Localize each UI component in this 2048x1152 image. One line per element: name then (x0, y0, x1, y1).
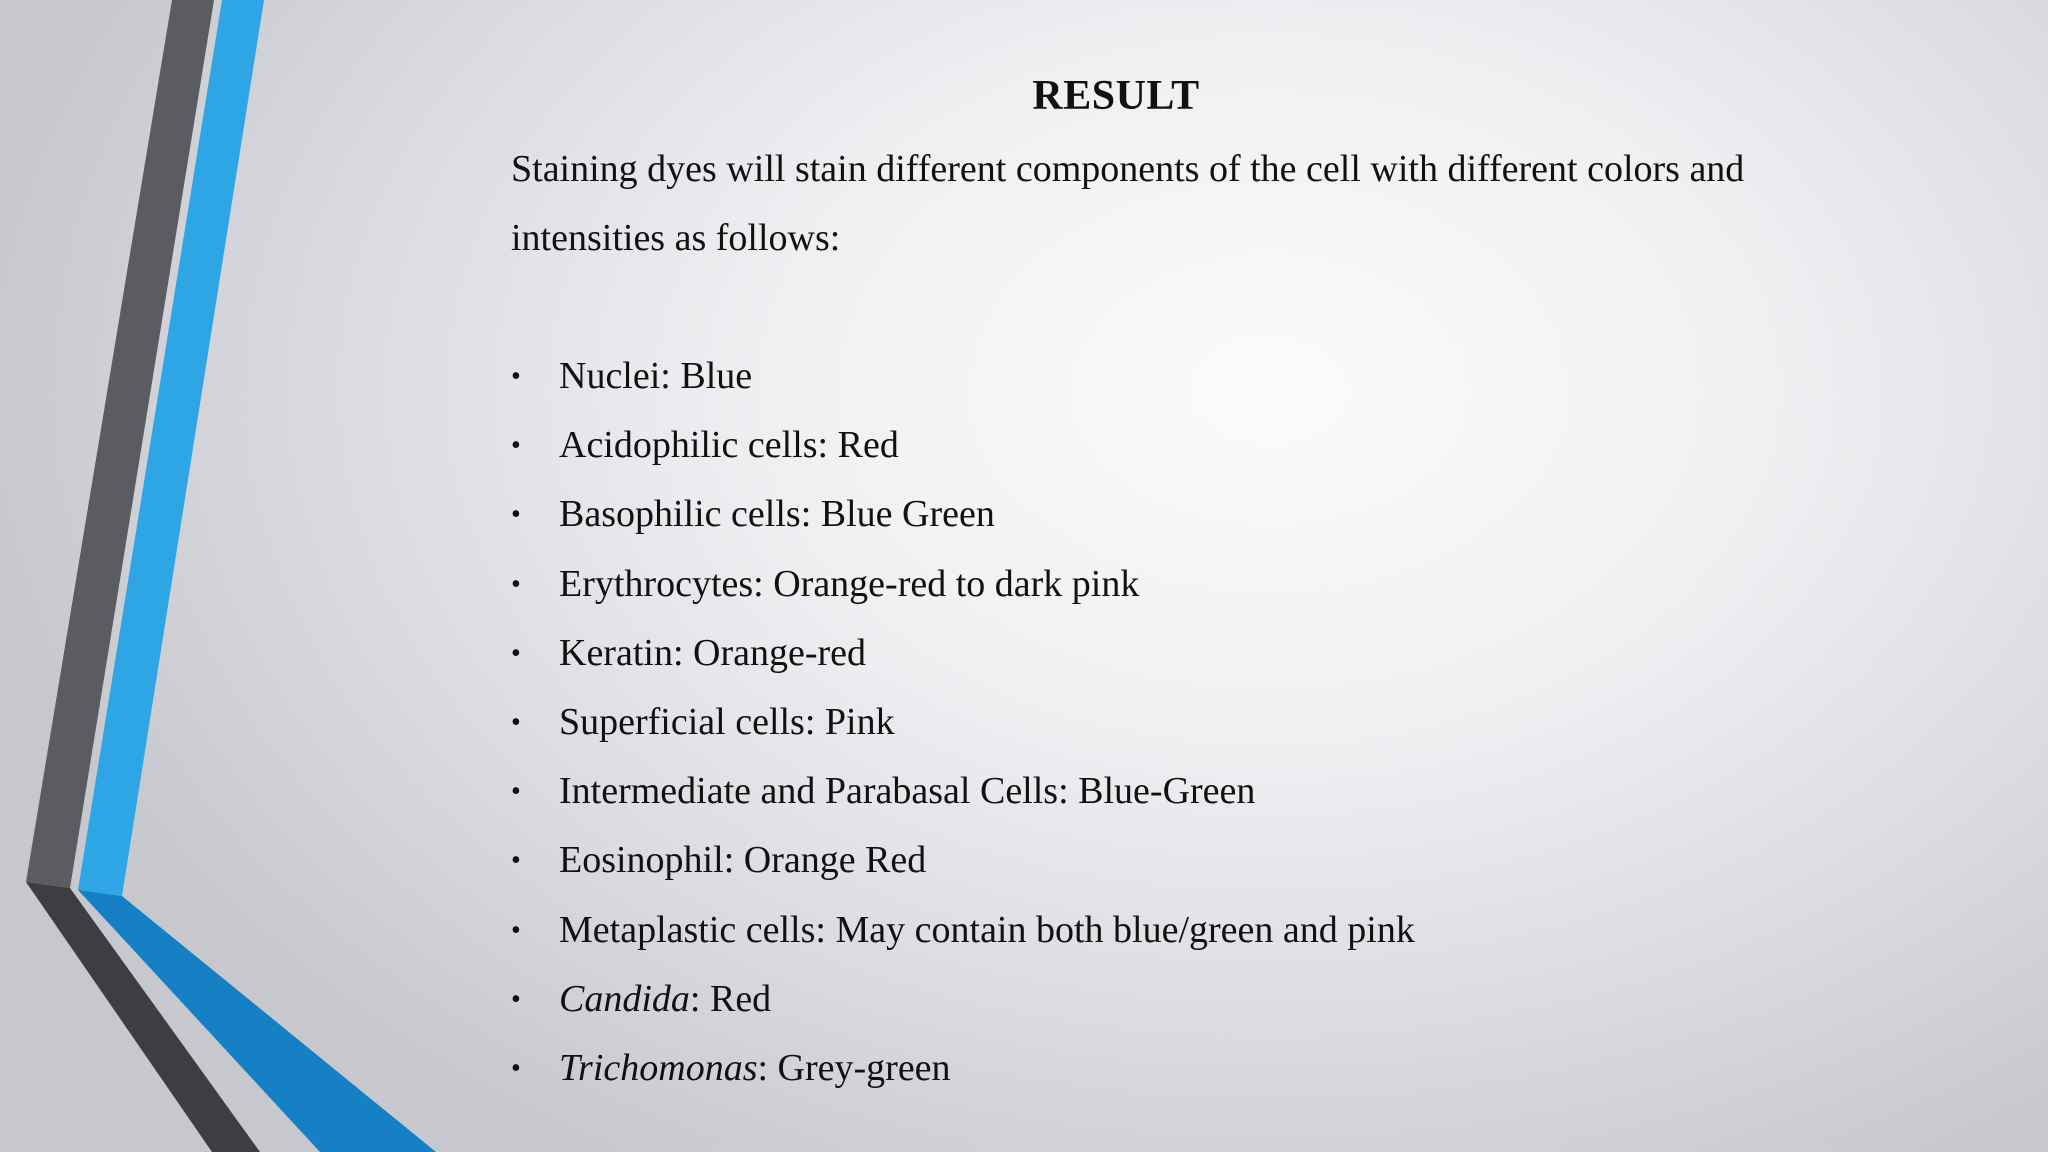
item-separator: : (817, 424, 838, 467)
item-value: Blue-Green (1078, 770, 1256, 813)
item-value: Grey-green (777, 1046, 951, 1089)
list-item (511, 342, 1415, 411)
bullet-icon: • (511, 845, 521, 877)
item-value: Red (709, 977, 772, 1020)
list-item (511, 688, 1415, 757)
bullet-icon: • (511, 1052, 521, 1084)
item-term: Acidophilic cells (559, 424, 818, 467)
item-separator: : (689, 977, 710, 1020)
item-value: May contain both blue/green and pink (835, 908, 1415, 951)
bullet-icon: • (511, 983, 521, 1015)
item-term: Superficial cells (559, 700, 805, 743)
item-term: Eosinophil (559, 839, 724, 882)
list-item (511, 619, 1415, 688)
list-item (511, 550, 1415, 619)
item-term: Metaplastic cells (559, 908, 816, 951)
item-value: Orange-red (693, 631, 867, 674)
item-separator: : (753, 562, 774, 605)
item-value: Orange-red to dark pink (773, 562, 1140, 605)
item-value: Blue (680, 355, 753, 397)
item-term: Candida (559, 977, 690, 1020)
list-item (511, 896, 1415, 965)
bullet-icon: • (511, 430, 521, 462)
slide-title: RESULT (1032, 73, 1200, 119)
item-separator: : (757, 1046, 778, 1089)
item-value: Red (837, 424, 899, 467)
intro-paragraph: Staining dyes will stain different components of the cell with different colors and intensities as follows: (511, 148, 1745, 259)
list-item (511, 826, 1415, 895)
list-item (511, 965, 1415, 1034)
item-separator: : (660, 355, 681, 397)
bullet-icon: • (511, 776, 521, 808)
list-item (511, 411, 1415, 480)
item-term: Trichomonas (559, 1046, 758, 1089)
item-term: Intermediate and Parabasal Cells (559, 770, 1059, 813)
list-item (511, 480, 1415, 549)
item-separator: : (723, 839, 744, 882)
list-item (511, 1034, 1415, 1103)
item-value: Pink (824, 700, 895, 743)
item-separator: : (800, 493, 821, 536)
bullet-icon: • (511, 637, 521, 669)
item-term: Keratin (559, 631, 673, 674)
item-value: Orange Red (743, 839, 927, 882)
item-separator: : (815, 908, 836, 951)
item-separator: : (672, 631, 694, 674)
result-bullet-list (511, 342, 1415, 1103)
item-value: Blue Green (820, 493, 995, 536)
bullet-icon: • (511, 499, 521, 531)
item-separator: : (804, 700, 825, 743)
bullet-icon: • (511, 706, 521, 738)
bullet-icon: • (511, 914, 521, 946)
list-item (511, 757, 1415, 826)
item-separator: : (1058, 770, 1079, 813)
item-term: Basophilic cells (559, 493, 801, 536)
item-term: Nuclei (559, 355, 661, 397)
bullet-icon: • (511, 361, 521, 392)
item-term: Erythrocytes (559, 562, 754, 605)
bullet-icon: • (511, 568, 521, 600)
